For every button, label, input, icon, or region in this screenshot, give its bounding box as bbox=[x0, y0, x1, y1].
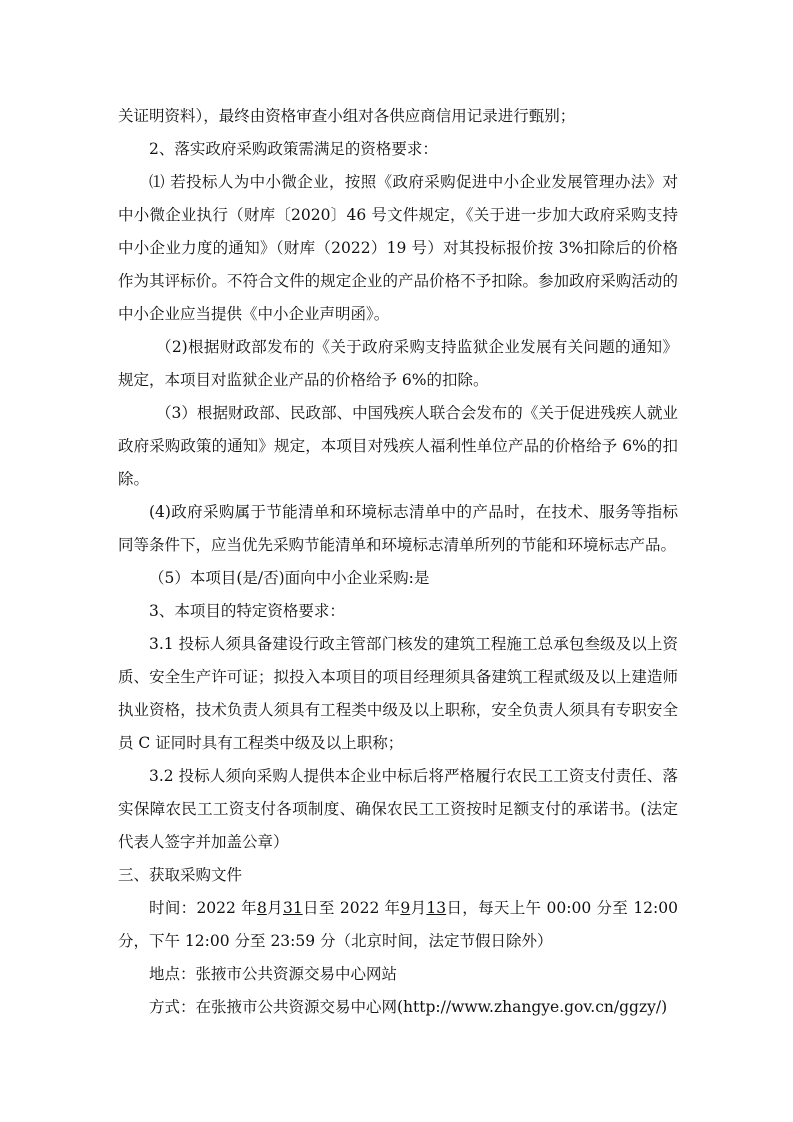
start-day: 31 bbox=[282, 899, 303, 917]
paragraph-location: 地点：张掖市公共资源交易中心网站 bbox=[149, 965, 398, 983]
month-word-1: 月 bbox=[266, 899, 283, 917]
paragraph-specific-heading: 3、本项目的特定资格要求： bbox=[149, 602, 345, 620]
start-month: 8 bbox=[256, 899, 267, 917]
paragraph-qualification-3-1: 3.1 投标人须具备建设行政主管部门核发的建筑工程施工总承包叁级及以上资质、安全生产许可证；拟投入本项目的项目经理须具备建筑工程贰级及以上建造师执业资格，技术负责人须具有工程类中级及以上职称，安全负责人须具有专职安全员 C 证同时具有工程类中级及以上职称； bbox=[118, 635, 678, 752]
paragraph-policy-heading: 2、落实政府采购政策需满足的资格要求： bbox=[149, 140, 438, 158]
end-day: 13 bbox=[426, 899, 447, 917]
paragraph-prison-enterprise: （2)根据财政部发布的《关于政府采购支持监狱企业发展有关问题的通知》规定，本项目对监狱企业产品的价格给予 6%的扣除。 bbox=[118, 338, 678, 389]
section-heading-obtain-documents: 三、获取采购文件 bbox=[118, 866, 243, 884]
month-word-2: 月 bbox=[410, 899, 427, 917]
paragraph-qualification-3-2: 3.2 投标人须向采购人提供本企业中标后将严格履行农民工工资支付责任、落实保障农民工工资支付各项制度、确保农民工工资按时足额支付的承诺书。(法定代表人签字并加盖公章） bbox=[118, 767, 678, 851]
time-suffix: 日，每天上午 00:00 分至 12:00 分，下午 12:00 分至 23:59 分（北京时间，法定节假日除外） bbox=[118, 899, 678, 950]
paragraph-method: 方式：在张掖市公共资源交易中心网(http://www.zhangye.gov.cn/ggzy/) bbox=[149, 998, 668, 1016]
time-prefix: 时间：2022 年 bbox=[149, 899, 257, 917]
time-mid: 日至 2022 年 bbox=[302, 899, 401, 917]
paragraph-disabled-employment: （3）根据财政部、民政部、中国残疾人联合会发布的《关于促进残疾人就业政府采购政策的通知》规定，本项目对残疾人福利性单位产品的价格给予 6%的扣除。 bbox=[118, 404, 678, 488]
paragraph-energy-saving: (4)政府采购属于节能清单和环境标志清单中的产品时，在技术、服务等指标同等条件下，应当优先采购节能清单和环境标志清单所列的节能和环境标志产品。 bbox=[118, 503, 678, 554]
paragraph-sme-oriented: （5）本项目(是/否)面向中小企业采购:是 bbox=[149, 569, 430, 587]
paragraph-credit-records: 关证明资料），最终由资格审查小组对各供应商信用记录进行甄别； bbox=[118, 107, 576, 125]
document-body bbox=[118, 100, 678, 1024]
paragraph-sme-policy: ⑴ 若投标人为中小微企业，按照《政府采购促进中小企业发展管理办法》对中小微企业执行（财库〔2020〕46 号文件规定，《关于进一步加大政府采购支持中小企业力度的通知》（财库（2022）19 号）对其投标报价按 3%扣除后的价格作为其评标价。不符合文件的规定企业的产品价格不予扣除。参加政府采购活动的中小企业应当提供《中小企业声明函》。 bbox=[118, 173, 678, 323]
paragraph-time bbox=[118, 892, 678, 958]
end-month: 9 bbox=[400, 899, 411, 917]
